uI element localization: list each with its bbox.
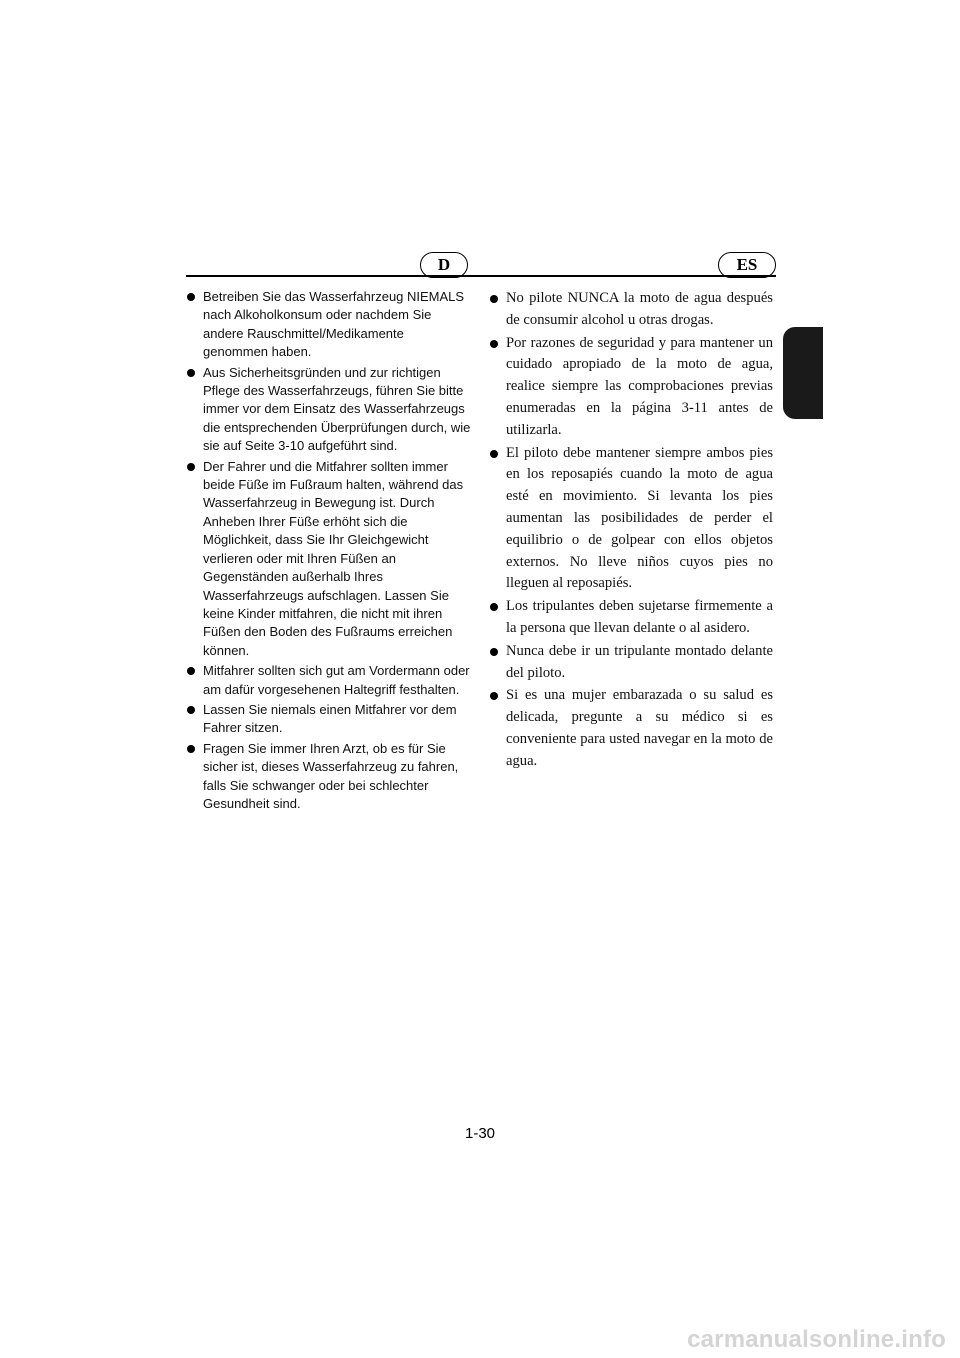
list-item (489, 641, 773, 685)
list-item-text: Nunca debe ir un tripulante montado delante del piloto. (506, 642, 773, 681)
bullet-icon (187, 706, 195, 714)
list-item (489, 333, 773, 442)
bullet-icon (490, 450, 498, 458)
bullet-icon (187, 463, 195, 471)
page-number: 1-30 (464, 1125, 496, 1142)
list-item (186, 364, 471, 456)
bullet-icon (490, 340, 498, 348)
bullet-icon (187, 667, 195, 675)
list-item (186, 662, 471, 699)
list-item-text: Mitfahrer sollten sich gut am Vordermann oder am dafür vorgesehenen Haltegriff festhalten. (203, 663, 470, 697)
list-item-text: El piloto debe mantener siempre ambos pies en los reposapiés cuando la moto de agua esté en movimiento. Si levanta los pies aumentan las posibilidades de perder el equilibrio o de golpear con ellos objetos externos. No lleve niños cuyos pies no lleguen al reposapiés. (506, 444, 773, 592)
list-item-text: Betreiben Sie das Wasserfahrzeug NIEMALS nach Alkoholkonsum oder nachdem Sie andere Rauschmittel/Medikamente genommen haben. (203, 289, 465, 360)
chapter-side-tab (783, 327, 823, 419)
bullet-icon (187, 745, 195, 753)
bullet-icon (490, 603, 498, 611)
list-item (489, 685, 773, 772)
list-item (489, 288, 773, 332)
language-badge-german: D (420, 252, 468, 278)
bullet-icon (187, 293, 195, 301)
list-item-text: No pilote NUNCA la moto de agua después de consumir alcohol u otras drogas. (506, 290, 773, 328)
bullet-icon (187, 369, 195, 377)
list-item-text: Los tripulantes deben sujetarse firmemente a la persona que llevan delante o al asidero. (506, 598, 773, 636)
list-item-text: Lassen Sie niemals einen Mitfahrer vor dem Fahrer sitzen. (203, 701, 457, 736)
list-item-text: Fragen Sie immer Ihren Arzt, ob es für Sie sicher ist, dieses Wasserfahrzeug zu fahren, falls Sie schwanger oder bei schlechter Gesundheit sind. (203, 740, 459, 811)
list-item-text: Aus Sicherheitsgründen und zur richtigen Pflege des Wasserfahrzeugs, führen Sie bitte immer vor dem Einsatz des Wasserfahrzeugs die entsprechenden Überprüfungen durch, wie sie auf Seite 3-10 aufgeführt sind. (203, 364, 471, 454)
list-item-text: Por razones de seguridad y para mantener un cuidado apropiado de la moto de agua, realice siempre las comprobaciones previas enumeradas en la página 3-11 antes de utilizarla. (506, 334, 773, 438)
bullet-icon (490, 648, 498, 656)
list-item (186, 701, 471, 738)
german-column (186, 288, 471, 815)
list-item (186, 458, 471, 660)
list-item (186, 288, 471, 362)
list-item-text: Si es una mujer embarazada o su salud es delicada, pregunte a su médico si es conveniente para usted navegar en la moto de agua. (506, 687, 773, 769)
header-divider (186, 275, 776, 277)
list-item-text: Der Fahrer und die Mitfahrer sollten immer beide Füße im Fußraum halten, während das Wasserfahrzeug in Bewegung ist. Durch Anheben Ihrer Füße erhöht sich die Möglichkeit, dass Sie Ihr Gleichgewicht verlieren oder mit Ihren Füßen an Gegenständen außerhalb Ihres Wasserfahrzeugs aufschlagen. Lassen Sie keine Kinder mitfahren, die nicht mit ihren Füßen den Boden des Fußraums erreichen können. (203, 458, 464, 658)
bullet-icon (490, 295, 498, 303)
list-item (489, 443, 773, 596)
spanish-column (489, 288, 773, 774)
list-item (489, 596, 773, 640)
language-badge-spanish: ES (718, 252, 776, 278)
list-item (186, 740, 471, 814)
watermark: carmanualsonline.info (687, 1326, 946, 1353)
bullet-icon (490, 692, 498, 700)
